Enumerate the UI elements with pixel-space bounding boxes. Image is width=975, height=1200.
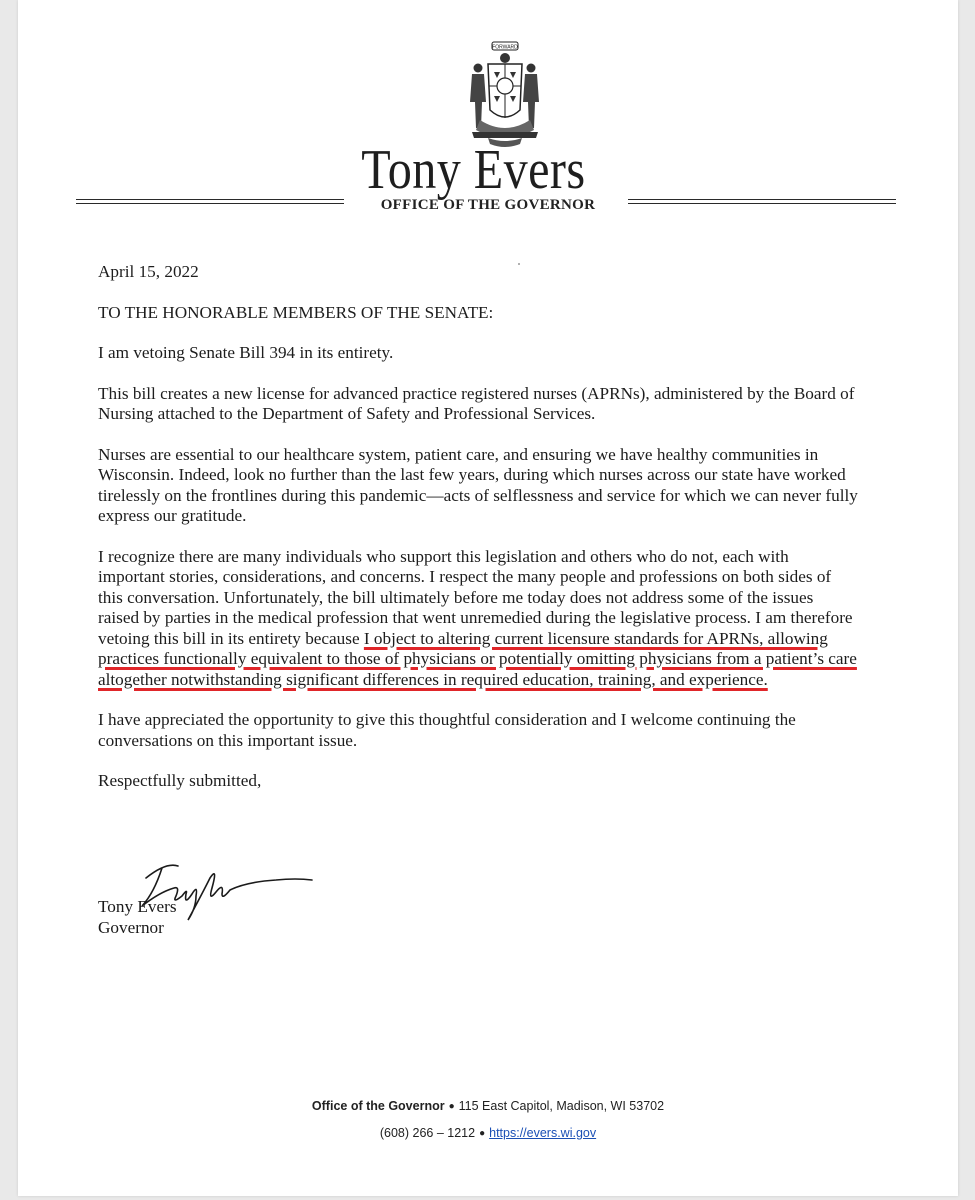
paragraph-nurses: Nurses are essential to our healthcare system, patient care, and ensuring we have healthy communities in Wisconsin. Indeed, look no further than the last few years, during which nurses across our state have worked tirelessly on the frontlines during this pandemic—acts of selflessness and service for which we can never fully express our gratitude. <box>98 444 858 525</box>
paragraph-reason <box>98 547 858 691</box>
footer-address: 115 East Capitol, Madison, WI 53702 <box>458 1099 665 1113</box>
footer-phone: (608) 266 – 1212 <box>379 1126 476 1140</box>
paragraph-bill: This bill creates a new license for advanced practice registered nurses (APRNs), administered by the Board of Nursing attached to the Department of Safety and Professional Services. <box>98 383 855 423</box>
footer-address-line <box>18 1099 958 1113</box>
signer-title: Governor <box>98 918 164 937</box>
svg-text:FORWARD: FORWARD <box>492 44 518 51</box>
letter-body <box>98 262 858 792</box>
highlighted-objection: I object to altering current licensure standards for APRNs, allowing practices functionally equivalent to those of physicians or potentially omitting physicians from a patient’s care altogether notwithstanding significant differences in required education, training, and experience. <box>98 628 857 689</box>
paragraph-closing: I have appreciated the opportunity to give this thoughtful consideration and I welcome continuing the conversations on this important issue. <box>98 710 796 750</box>
paragraph-veto: I am vetoing Senate Bill 394 in its entirety. <box>98 343 394 362</box>
paragraph-reason-text: I recognize there are many individuals who support this legislation and others who do not, each with important stories, considerations, and concerns. I respect the many people and professions on both sides of this conversation. Unfortunately, the bill ultimately before me today does not address some of the issues raised by parties in the medical profession that went unremedied during the legislative process. I am therefore vetoing this bill in its entirety because <box>98 546 853 648</box>
letter-page <box>18 0 958 1196</box>
letterhead-name: Tony Evers <box>361 139 586 201</box>
salutation: TO THE HONORABLE MEMBERS OF THE SENATE: <box>98 302 494 322</box>
bullet-icon: ● <box>448 1101 455 1112</box>
footer-contact-line <box>18 1126 958 1140</box>
closing-line: Respectfully submitted, <box>98 771 262 790</box>
signer-name: Tony Evers <box>98 897 177 916</box>
signer-block <box>98 896 177 938</box>
footer-office: Office of the Governor <box>311 1099 445 1113</box>
letter-date: April 15, 2022 <box>98 262 199 281</box>
bullet-icon: ● <box>479 1128 486 1139</box>
letterhead-office: OFFICE OF THE GOVERNOR <box>380 197 596 213</box>
footer-website-link[interactable]: https://evers.wi.gov <box>489 1126 597 1140</box>
state-seal-icon <box>458 40 550 150</box>
